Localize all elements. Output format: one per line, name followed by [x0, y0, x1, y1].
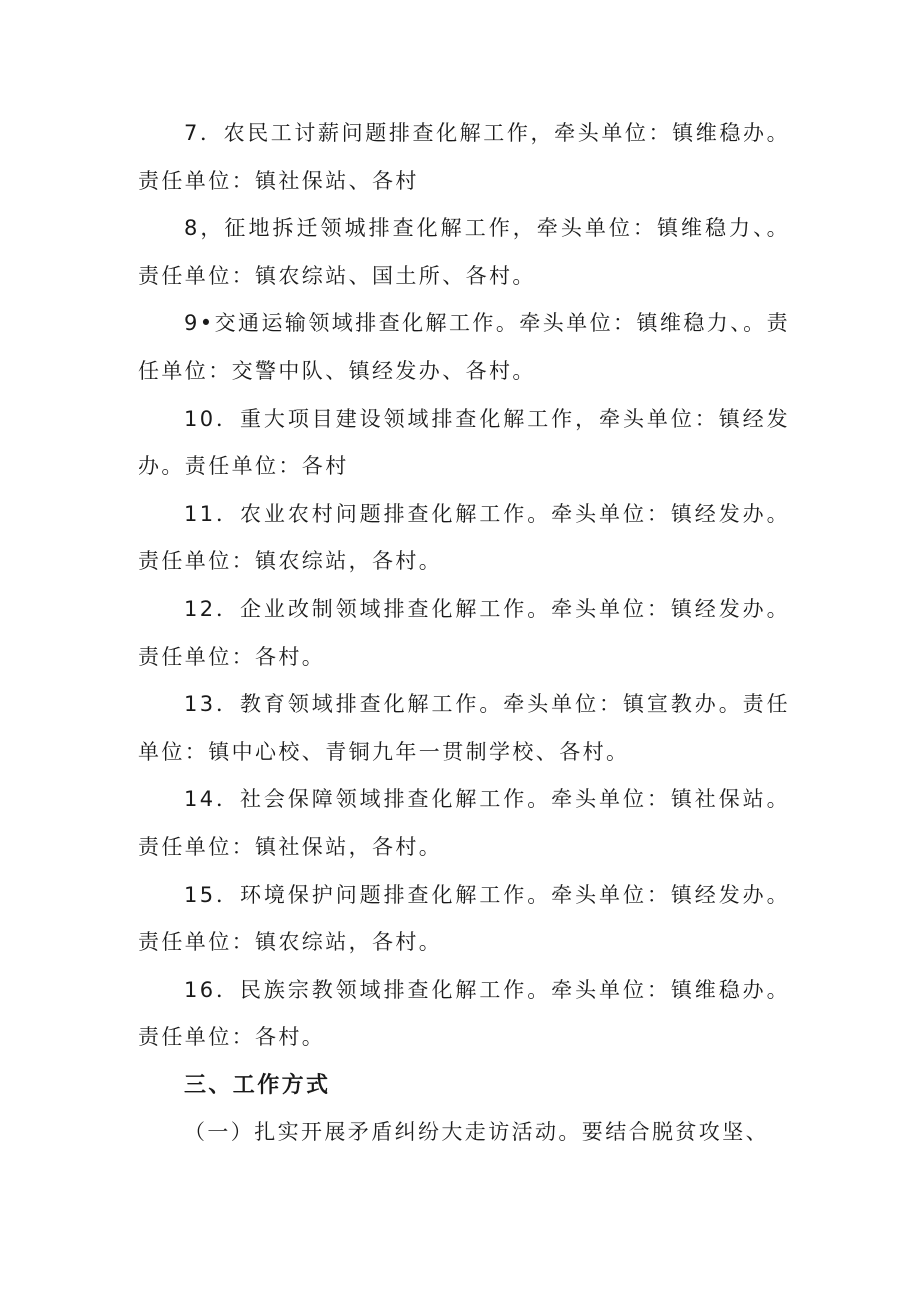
list-item-13: 13．教育领域排查化解工作。牵头单位：镇宣教办。责任单位：镇中心校、青铜九年一贯制学校、各村。 — [138, 692, 790, 764]
list-item-8: 8，征地拆迁领城排查化解工作，牵头单位：镇维稳力、。责任单位：镇农综站、国土所、各村。 — [138, 216, 790, 288]
list-item-10: 10．重大项目建设领域排查化解工作，牵头单位：镇经发办。责任单位：各村 — [138, 406, 790, 479]
list-item-11: 11．农业农村问题排查化解工作。牵头单位：镇经发办。责任单位：镇农综站，各村。 — [138, 501, 790, 574]
list-item-12: 12．企业改制领域排查化解工作。牵头单位：镇经发办。责任单位：各村。 — [138, 596, 790, 669]
list-item-7: 7．农民工讨薪问题排查化解工作，牵头单位：镇维稳办。责任单位：镇社保站、各村 — [138, 121, 790, 193]
list-item-16: 16．民族宗教领域排查化解工作。牵头单位：镇维稳办。责任单位：各村。 — [138, 977, 790, 1050]
list-item-15: 15．环境保护问题排查化解工作。牵头单位：镇经发办。责任单位：镇农综站，各村。 — [138, 882, 790, 955]
list-item-9: 9•交通运输领域排查化解工作。牵头单位：镇维稳力、。责任单位：交警中队、镇经发办、各村。 — [138, 311, 790, 383]
list-item-14: 14．社会保障领域排查化解工作。牵头单位：镇社保站。责任单位：镇社保站，各村。 — [138, 787, 790, 859]
document-body — [138, 110, 790, 1157]
section-heading: 三、工作方式 — [184, 1072, 331, 1098]
section-paragraph: （一）扎实开展矛盾纠纷大走访活动。要结合脱贫攻坚、 — [184, 1120, 769, 1145]
